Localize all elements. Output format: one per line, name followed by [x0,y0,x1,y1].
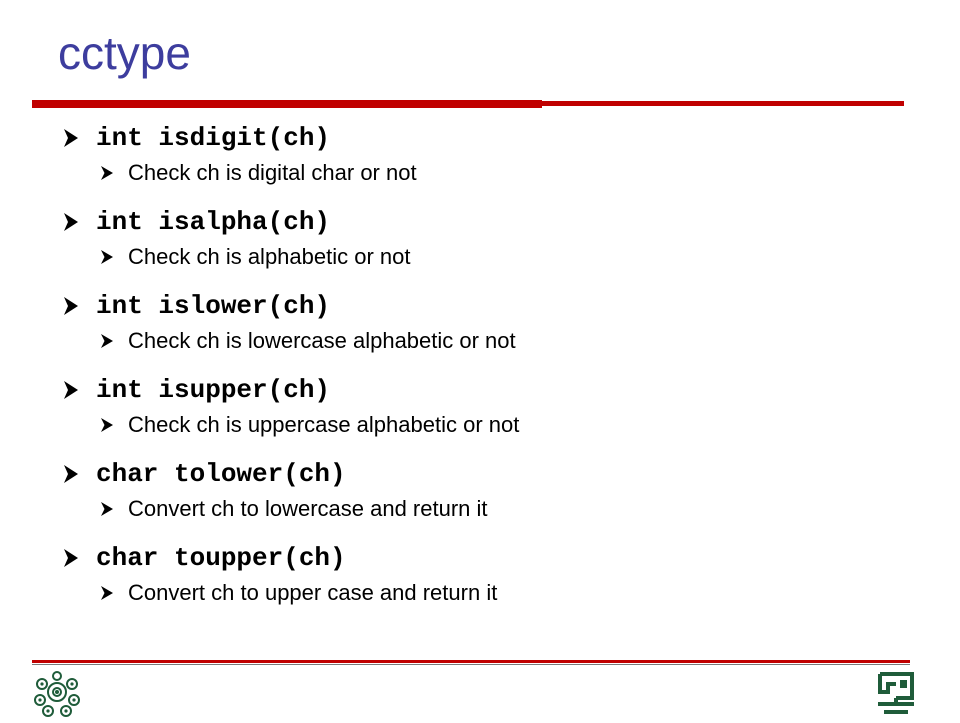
function-signature-row [62,202,922,242]
arrowhead-bullet-icon [62,379,96,401]
arrowhead-bullet-icon [100,333,128,349]
function-signature-row [62,454,922,494]
function-description: Check ch is digital char or not [128,160,417,185]
function-signature-row [62,118,922,158]
list-item [62,370,922,440]
title-underline-accent [32,100,542,108]
arrowhead-bullet-icon [62,211,96,233]
function-description: Check ch is lowercase alphabetic or not [128,328,516,353]
list-item [62,538,922,608]
university-emblem-icon [32,670,82,718]
function-description-row [62,158,922,188]
arrowhead-bullet-icon [100,165,128,181]
arrowhead-bullet-icon [62,463,96,485]
slide-title: cctype [58,27,191,79]
function-signature-row [62,370,922,410]
arrowhead-bullet-icon [100,417,128,433]
function-description-row [62,242,922,272]
footer-divider-shadow [32,664,910,665]
arrowhead-bullet-icon [100,249,128,265]
arrowhead-bullet-icon [100,585,128,601]
function-description: Convert ch to lowercase and return it [128,496,488,521]
list-item [62,202,922,272]
arrowhead-bullet-icon [100,501,128,517]
function-signature-row [62,286,922,326]
function-description: Check ch is uppercase alphabetic or not [128,412,520,437]
bullet-list [62,118,922,622]
arrowhead-bullet-icon [62,295,96,317]
footer-divider [32,660,910,663]
function-description-row [62,410,922,440]
function-signature: int islower(ch) [96,291,331,321]
function-signature: char toupper(ch) [96,543,346,573]
function-description-row [62,494,922,524]
list-item [62,454,922,524]
computer-engineering-logo-icon [874,670,918,716]
function-signature: int isupper(ch) [96,375,331,405]
function-signature: int isalpha(ch) [96,207,331,237]
function-description-row [62,578,922,608]
function-signature: int isdigit(ch) [96,123,331,153]
arrowhead-bullet-icon [62,547,96,569]
function-description: Check ch is alphabetic or not [128,244,411,269]
list-item [62,286,922,356]
function-signature: char tolower(ch) [96,459,346,489]
function-description: Convert ch to upper case and return it [128,580,498,605]
function-signature-row [62,538,922,578]
function-description-row [62,326,922,356]
list-item [62,118,922,188]
arrowhead-bullet-icon [62,127,96,149]
